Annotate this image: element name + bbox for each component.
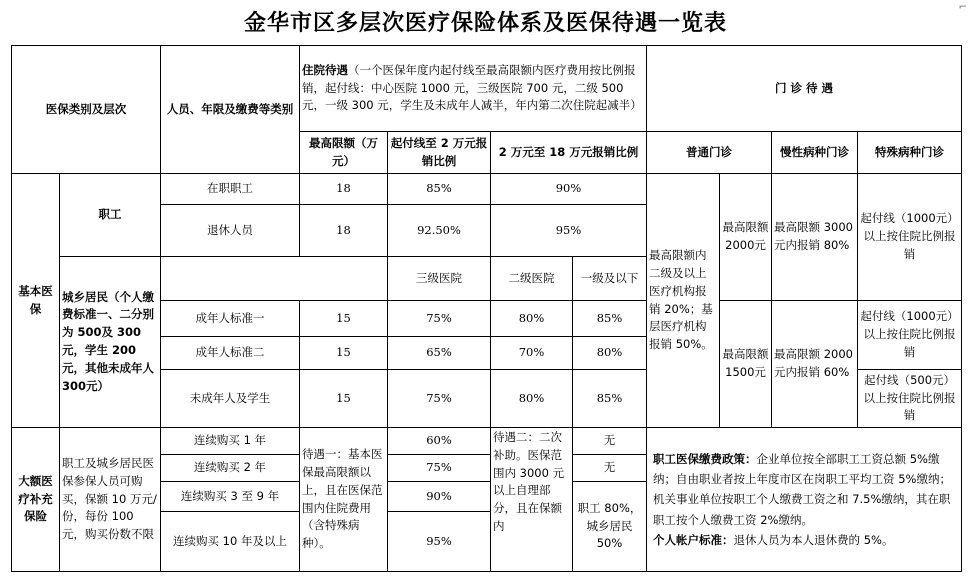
header-ratio-20k-180k: 2 万元至 18 万元报销比例 <box>491 132 647 174</box>
hospital-level3: 三级医院 <box>388 257 491 301</box>
header-outpatient: 门 诊 待 遇 <box>647 46 962 132</box>
basic-label: 基本医保 <box>12 174 60 428</box>
chronic-resident: 最高限额 2000 元内报销 60% <box>772 301 858 428</box>
tier1-ratio2: 75% <box>388 455 491 482</box>
benefits-table <box>11 45 962 572</box>
inpatient-desc: （一个医保年度内起付线至最高限额内医疗费用按比例报销，起付线：中心医院 1000 元，三级医院 700 元，二级 500 元，一级 300 元，学生及未成年人减半，年内第二次住院起减半） <box>302 62 642 113</box>
policy-text: 企业单位按全部职工工资总额 5%缴纳；自由职业者按上年度市区在岗职工平均工资 5%缴纳；机关事业单位按职工个人缴费工资之和 7.5%缴纳，其在职职工按个人缴费工资 2%缴纳。 <box>653 452 951 527</box>
adult2-ratio1: 65% <box>388 337 491 370</box>
resident-label <box>60 257 161 428</box>
hospital-level1: 一级及以下 <box>573 257 647 301</box>
in-service-label: 在职职工 <box>161 174 300 205</box>
major-row3: 连续购买 3 至 9 年 <box>161 482 300 512</box>
special-employee: 起付线（1000元）以上按住院比例报销 <box>858 174 962 301</box>
page-title: 金华市区多层次医疗保险体系及医保待遇一览表 <box>243 11 727 36</box>
ordinary-resident-limit: 最高限额 1500元 <box>720 301 772 428</box>
adult2-ratio3: 80% <box>573 337 647 370</box>
tier1-ratio4: 95% <box>388 512 491 572</box>
hospital-level2: 二级医院 <box>491 257 573 301</box>
in-service-limit: 18 <box>300 174 388 205</box>
tier2-ratio2: 无 <box>573 455 647 482</box>
adult1-limit: 15 <box>300 301 388 337</box>
adult2-ratio2: 70% <box>491 337 573 370</box>
major-desc: 职工及城乡居民医保参保人员可购买，保额 10 万元/份，每份 100 元，购买份数不限 <box>60 428 161 572</box>
ordinary-outpatient-text: 最高限额内二级及以上医疗机构报销 20%；基层医疗机构报销 50%。 <box>647 174 720 428</box>
chronic-employee: 最高限额 3000 元内报销 80% <box>772 174 858 301</box>
ordinary-employee-limit: 最高限额 2000元 <box>720 174 772 301</box>
minor-ratio1: 75% <box>388 370 491 428</box>
minor-label: 未成年人及学生 <box>161 370 300 428</box>
adult2-limit: 15 <box>300 337 388 370</box>
header-special: 特殊病种门诊 <box>858 132 962 174</box>
tier1-text: 待遇一：基本医保最高限额以上，且在医保范围内住院费用（含特殊病种）。 <box>300 428 388 572</box>
tier1-ratio3: 90% <box>388 482 491 512</box>
retired-limit: 18 <box>300 205 388 257</box>
tier2-ratio34: 职工 80%，城乡居民 50% <box>573 482 647 572</box>
special-resident-minor: 起付线（500元）以上按住院比例报销 <box>858 370 962 428</box>
major-row4: 连续购买 10 年及以上 <box>161 512 300 572</box>
adult1-label: 成年人标准一 <box>161 301 300 337</box>
in-service-ratio2: 90% <box>491 174 647 205</box>
account-label: 个人帐户标准： <box>653 532 734 547</box>
header-ratio-20k: 起付线至 2 万元报销比例 <box>388 132 491 174</box>
tier2-ratio1: 无 <box>573 428 647 455</box>
minor-ratio2: 80% <box>491 370 573 428</box>
header-personnel: 人员、年限及缴费等类别 <box>161 46 300 174</box>
policy-label: 职工医保缴费政策： <box>653 452 757 467</box>
retired-ratio1: 92.50% <box>388 205 491 257</box>
employee-label: 职工 <box>60 174 161 257</box>
tier2-text: 待遇二：二次补助。医保范围内 3000 元以上自理部分，且在保额内 <box>491 428 573 572</box>
account-text: 退休人员为本人退休费的 5%。 <box>733 532 894 547</box>
minor-ratio3: 85% <box>573 370 647 428</box>
resident-desc: 城乡居民（个人缴费标准一、二分别为 500及 300元，学生 200元，其他未成年人 300元） <box>62 289 154 393</box>
tier1-ratio1: 60% <box>388 428 491 455</box>
resident-blank <box>161 257 388 301</box>
in-service-ratio1: 85% <box>388 174 491 205</box>
header-inpatient <box>300 46 647 132</box>
retired-label: 退休人员 <box>161 205 300 257</box>
header-category-level: 医保类别及层次 <box>12 46 161 174</box>
major-label: 大额医疗补充保险 <box>12 428 60 572</box>
minor-limit: 15 <box>300 370 388 428</box>
header-ordinary-outpatient: 普通门诊 <box>647 132 772 174</box>
adult1-ratio3: 85% <box>573 301 647 337</box>
special-resident-adult: 起付线（1000元）以上按住院比例报销 <box>858 301 962 370</box>
major-row2: 连续购买 2 年 <box>161 455 300 482</box>
policy-notes <box>647 428 962 572</box>
adult1-ratio1: 75% <box>388 301 491 337</box>
adult2-label: 成年人标准二 <box>161 337 300 370</box>
header-max-limit: 最高限额（万元） <box>300 132 388 174</box>
table-anchor-icon: ⌐ <box>958 2 967 13</box>
header-chronic: 慢性病种门诊 <box>772 132 858 174</box>
inpatient-title: 住院待遇 <box>302 62 348 77</box>
retired-ratio2: 95% <box>491 205 647 257</box>
major-row1: 连续购买 1 年 <box>161 428 300 455</box>
adult1-ratio2: 80% <box>491 301 573 337</box>
